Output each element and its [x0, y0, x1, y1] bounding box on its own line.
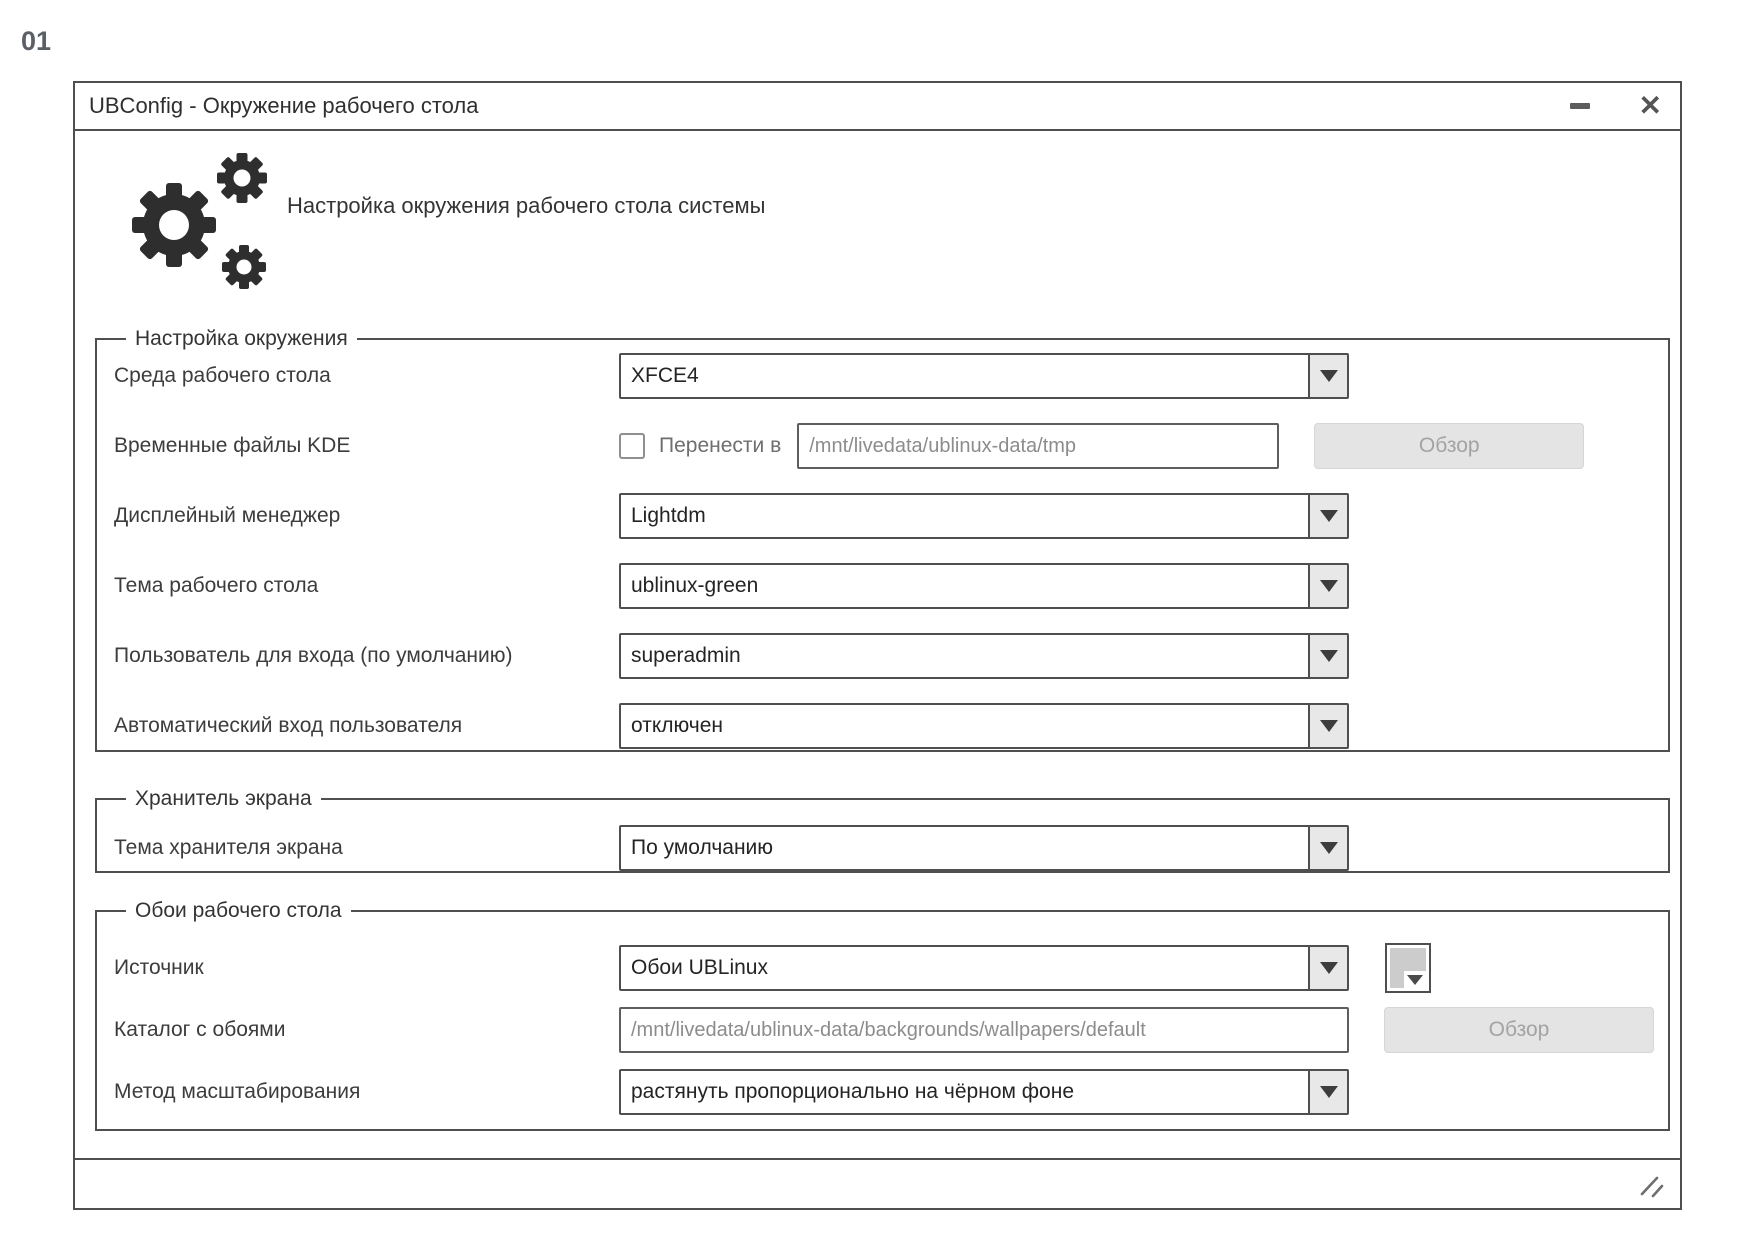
browse-button[interactable]: Обзор: [1384, 1007, 1654, 1053]
screensaver-theme-combobox[interactable]: [619, 825, 1349, 871]
group-title: Настройка окружения: [135, 327, 348, 350]
chevron-down-icon[interactable]: [1308, 947, 1347, 989]
field-label: Каталог с обоями: [114, 1018, 286, 1041]
header-caption: Настройка окружения рабочего стола системы: [287, 193, 766, 218]
status-bar: [75, 1158, 1680, 1208]
chevron-down-icon[interactable]: [1308, 635, 1347, 677]
form-row: [114, 423, 1668, 469]
desktop-environment-combobox[interactable]: [619, 353, 1349, 399]
combo-value: Lightdm: [631, 504, 706, 527]
wallpaper-preview-dropdown-button[interactable]: [1385, 943, 1431, 993]
combo-value: XFCE4: [631, 364, 699, 387]
form-row: [114, 563, 1668, 609]
checkbox-label: Перенести в: [659, 434, 782, 457]
field-label: Тема рабочего стола: [114, 574, 319, 597]
chevron-down-icon[interactable]: [1308, 495, 1347, 537]
chevron-down-icon[interactable]: [1308, 705, 1347, 747]
form-row: [114, 493, 1668, 539]
wallpaper-source-combobox[interactable]: [619, 945, 1349, 991]
move-kde-tmp-checkbox[interactable]: [619, 433, 645, 459]
field-label: Временные файлы KDE: [114, 434, 351, 457]
group-title: Хранитель экрана: [135, 787, 312, 810]
form-row: [114, 1069, 1668, 1115]
group-environment-settings: [95, 327, 1670, 752]
app-header: [75, 131, 1680, 281]
form-row: [114, 703, 1668, 749]
figure-label: 01: [21, 26, 52, 56]
combo-value: superadmin: [631, 644, 741, 667]
resize-grip-icon[interactable]: [1638, 1174, 1668, 1200]
close-button[interactable]: ✕: [1638, 90, 1662, 121]
ubconfig-window: [73, 81, 1682, 1210]
group-wallpaper: [95, 899, 1670, 1131]
chevron-down-icon[interactable]: [1308, 1071, 1347, 1113]
kde-tmp-path-input[interactable]: [797, 423, 1279, 469]
group-screensaver: [95, 787, 1670, 873]
field-label: Метод масштабирования: [114, 1080, 361, 1103]
combo-value: растянуть пропорционально на чёрном фоне: [631, 1080, 1075, 1103]
combo-value: Обои UBLinux: [631, 956, 768, 979]
browse-button[interactable]: Обзор: [1314, 423, 1584, 469]
gears-icon: [112, 147, 290, 299]
combo-value: По умолчанию: [631, 836, 774, 859]
chevron-down-icon: [1404, 971, 1426, 988]
window-title: UBConfig - Окружение рабочего стола: [89, 93, 479, 118]
form-row: [114, 633, 1668, 679]
field-label: Автоматический вход пользователя: [114, 714, 463, 737]
field-label: Среда рабочего стола: [114, 364, 331, 387]
chevron-down-icon[interactable]: [1308, 565, 1347, 607]
chevron-down-icon[interactable]: [1308, 355, 1347, 397]
form-row: [114, 1007, 1668, 1053]
field-label: Тема хранителя экрана: [114, 836, 343, 859]
minimize-icon: [1570, 103, 1590, 109]
group-title: Обои рабочего стола: [135, 899, 342, 922]
chevron-down-icon[interactable]: [1308, 827, 1347, 869]
display-manager-combobox[interactable]: [619, 493, 1349, 539]
form-row: [114, 353, 1668, 399]
combo-value: ublinux-green: [631, 574, 759, 597]
field-label: Дисплейный менеджер: [114, 504, 341, 527]
desktop-theme-combobox[interactable]: [619, 563, 1349, 609]
wallpaper-directory-input[interactable]: [619, 1007, 1349, 1053]
default-login-user-combobox[interactable]: [619, 633, 1349, 679]
field-label: Источник: [114, 956, 204, 979]
scaling-method-combobox[interactable]: [619, 1069, 1349, 1115]
title-bar[interactable]: [75, 83, 1680, 131]
form-row: [114, 825, 1668, 871]
form-row: [114, 945, 1668, 991]
combo-value: отключен: [631, 714, 724, 737]
minimize-button[interactable]: [1568, 94, 1592, 118]
field-label: Пользователь для входа (по умолчанию): [114, 644, 513, 667]
autologin-combobox[interactable]: [619, 703, 1349, 749]
